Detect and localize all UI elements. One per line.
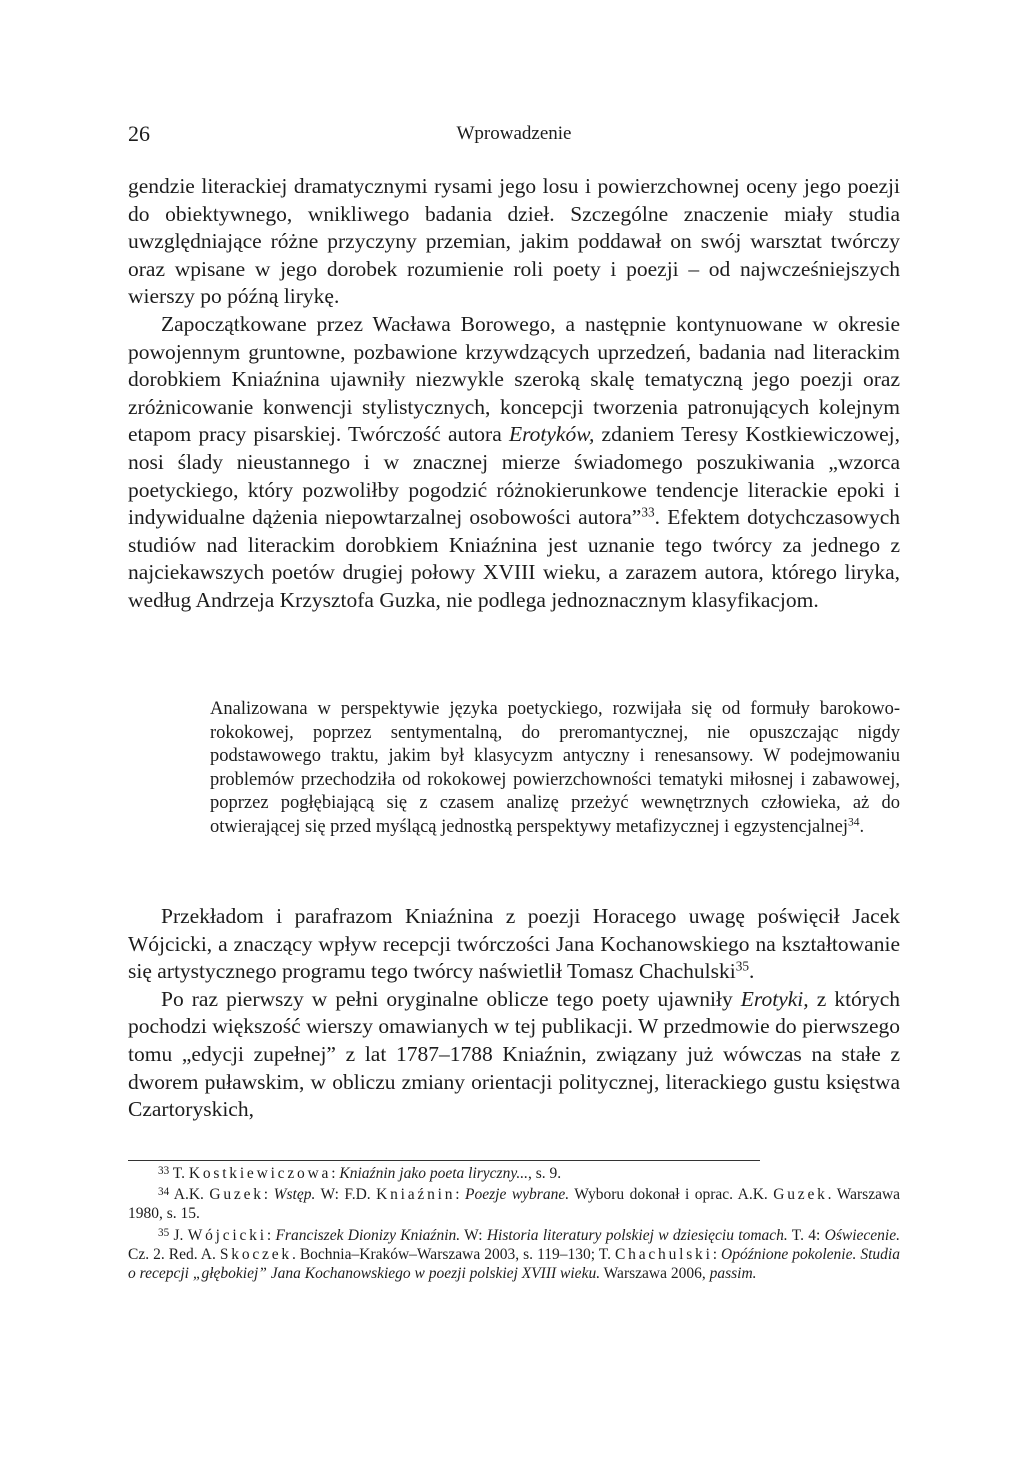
erotykow-title: Erotyków, (508, 422, 595, 447)
paragraph-1 (128, 173, 900, 311)
main-text (128, 173, 900, 615)
footnote-text: J. (173, 1226, 188, 1244)
footnote-text: : (455, 1186, 466, 1204)
footnote-34 (128, 1185, 900, 1223)
work-title: Franciszek Dionizy Kniaźnin. (275, 1226, 461, 1244)
footnote-text: . Warszawa 1980, s. 15. (128, 1186, 901, 1223)
footnote-ref-35: 35 (735, 958, 750, 974)
erotyki-title: Erotyki, (740, 986, 809, 1011)
footnote-text: A.K. (173, 1186, 210, 1204)
paragraph-3 (128, 903, 900, 986)
footnote-text: . Bochnia–Kraków–Warszawa 2003, s. 119–130; T. (291, 1245, 616, 1263)
author-name: Kniaźnin (376, 1186, 456, 1204)
footnote-text: W: (460, 1226, 487, 1244)
footnote-text: T. 4: (787, 1226, 825, 1244)
work-title: Kniaźnin jako poeta liryczny... (339, 1165, 528, 1182)
footnote-text: : (331, 1165, 340, 1182)
footnote-number: 34 (158, 1186, 170, 1199)
footnote-divider (128, 1160, 760, 1161)
footnote-ref-34: 34 (847, 816, 860, 829)
paragraph-4 (128, 986, 900, 1124)
footnote-ref-33: 33 (641, 504, 655, 520)
footnote-text: Warszawa 2006, (600, 1265, 710, 1283)
main-text-continued (128, 903, 900, 1124)
block-quote-text: Analizowana w perspektywie języka poetyckiego, rozwijała się od formuły barokowo-rokokowej, poprzez sentymentalną, do preromantycznej, nie opuszczając nigdy podstawowego traktu, jakim był klasycyzm antyczny i renesansowy. W podejmowaniu problemów przechodziła od rokokowej powierzchowności tematyki miłosnej i zabawowej, poprzez pogłębiającą się z czasem analizę przeżyć wewnętrznych człowieka, aż do otwierającej się przed myślącą jednostką perspektywy metafizycznej i egzystencjalnej (210, 699, 900, 837)
footnote-number: 35 (158, 1226, 170, 1239)
paragraph-2-text-a: Zapoczątkowane przez Wacława Borowego, a następnie kontynuowane w okresie powojennym gruntowne, pozbawione krzywdzących uprzedzeń, badania nad literackim dorobkiem Kniaźnina ujawniły niezwykle szeroką skalę tematyczną jego poezji oraz zróżnicowanie konwencji stylistycznych, koncepcji tworzenia patronujących kolejnym etapom pracy pisarskiej. Twórczość autora (128, 311, 900, 447)
footnote-text: Wyboru dokonał i oprac. A.K. (569, 1186, 774, 1204)
block-quote-paragraph (210, 698, 900, 840)
work-title: Oświecenie. (824, 1226, 900, 1244)
paragraph-4-text-b: z których pochodzi większość wierszy omawianych w tej publikacji. W przedmowie do pierwszego tomu „edycji zupełnej” z lat 1787–1788 Kniaźnin, związany już wówczas na stałe z dworem puławskim, w obliczu zmiany orientacji politycznej, literackiego gustu księstwa Czartoryskich, (128, 986, 901, 1122)
work-title: Poezje wybrane. (465, 1186, 570, 1204)
page-number: 26 (128, 121, 150, 146)
footnote-text: T. (172, 1165, 189, 1182)
author-name: Chachulski (615, 1245, 713, 1263)
running-head: Wprowadzenie (456, 123, 572, 144)
footnote-text: , s. 9. (527, 1165, 562, 1182)
footnotes (128, 1164, 900, 1285)
footnote-text: : (263, 1186, 274, 1204)
footnote-text: W: F.D. (315, 1186, 377, 1204)
paragraph-2-text-b: zdaniem Teresy Kostkiewiczowej, nosi ślady nieustannego i w znacznej mierze świadomego poszukiwania „wzorca poetyckiego, który pozwoliłby pogodzić różnokierunkowe tendencje literackie epoki i indywidualne dążenia niepowtarzalnej osobowości autora” (128, 422, 900, 530)
page-header (128, 121, 900, 151)
author-name: Guzek (773, 1186, 828, 1204)
author-name: Skoczek (219, 1245, 292, 1263)
block-quote-end: . (859, 816, 865, 837)
work-title: Wstęp. (273, 1186, 316, 1204)
paragraph-4-text-a: Po raz pierwszy w pełni oryginalne oblicze tego poety ujawniły (161, 986, 741, 1011)
block-quote (210, 698, 900, 840)
author-name: Kostkiewiczowa (188, 1165, 332, 1182)
work-title: Historia literatury polskiej w dziesięciu tomach. (486, 1226, 788, 1244)
paragraph-3-end: . (749, 959, 755, 984)
footnote-text: : (712, 1245, 722, 1263)
paragraph-1-text: gendzie literackiej dramatycznymi rysami jego losu i powierzchownej oceny jego poezji do obiektywnego, wnikliwego badania dzieł. Szczególne znaczenie miały studia uwzględniające różne przyczyny przemian, jakim poddawał on swój warsztat twórczy oraz wpisane w jego dorobek rozumienie roli poety i poezji – od najwcześniejszych wierszy po późną lirykę. (128, 174, 900, 309)
passim-term: passim. (709, 1265, 757, 1283)
paragraph-3-text: Przekładom i parafrazom Kniaźnina z poezji Horacego uwagę poświęcił Jacek Wójcicki, a znaczący wpływ recepcji twórczości Jana Kochanowskiego na kształtowanie się artystycznego programu tego twórcy naświetlił Tomasz Chachulski (128, 904, 900, 984)
footnote-35 (128, 1226, 900, 1284)
footnote-text: : (266, 1226, 276, 1244)
footnote-number: 33 (158, 1165, 170, 1178)
paragraph-2-text-c: . Efektem dotychczasowych studiów nad literackim dorobkiem Kniaźnina jest uznanie tego twórcy za jednego z najciekawszych poetów drugiej połowy XVIII wieku, a zarazem autora, którego liryka, według Andrzeja Krzysztofa Guzka, nie podlega jednoznacznym klasyfikacjom. (128, 505, 900, 612)
footnote-33 (128, 1164, 900, 1183)
work-title: Opóźnione pokolenie. Studia o recepcji „głębokiej” Jana Kochanowskiego w poezji polskiej XVIII wieku. (128, 1245, 900, 1283)
paragraph-2 (128, 311, 900, 615)
author-name: Wójcicki (187, 1226, 267, 1244)
footnote-text: Cz. 2. Red. A. (128, 1245, 220, 1263)
author-name: Guzek (209, 1186, 264, 1204)
